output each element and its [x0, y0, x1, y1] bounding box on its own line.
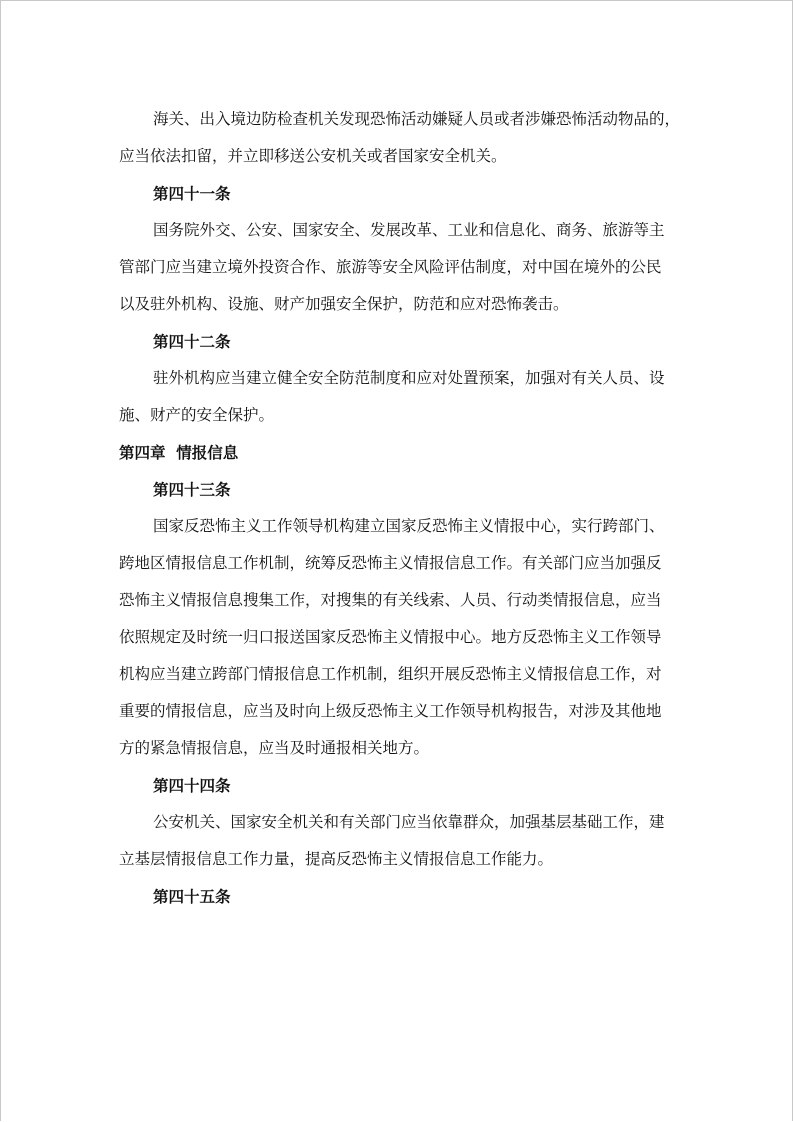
- article-heading-41: 第四十一条: [153, 184, 231, 203]
- paragraph-line: 国家反恐怖主义工作领导机构建立国家反恐怖主义情报中心，实行跨部门、: [153, 517, 665, 535]
- document-body: [119, 101, 679, 915]
- article-heading-43: 第四十三条: [153, 480, 231, 499]
- paragraph-line: 应当依法扣留，并立即移送公安机关或者国家安全机关。: [119, 147, 507, 165]
- paragraph-line: 施、财产的安全保护。: [119, 406, 275, 424]
- paragraph-line: 以及驻外机构、设施、财产加强安全保护，防范和应对恐怖袭击。: [119, 295, 569, 313]
- paragraph-line: 公安机关、国家安全机关和有关部门应当依靠群众，加强基层基础工作，建: [153, 813, 665, 831]
- paragraph-line: 方的紧急情报信息，应当及时通报相关地方。: [119, 739, 430, 757]
- paragraph-line: 重要的情报信息，应当及时向上级反恐怖主义工作领导机构报告，对涉及其他地: [119, 702, 662, 720]
- paragraph-line: 跨地区情报信息工作机制，统筹反恐怖主义情报信息工作。有关部门应当加强反: [119, 554, 662, 572]
- article-heading-44: 第四十四条: [153, 776, 231, 795]
- paragraph-line: 管部门应当建立境外投资合作、旅游等安全风险评估制度，对中国在境外的公民: [119, 258, 662, 276]
- paragraph-line: 立基层情报信息工作力量，提高反恐怖主义情报信息工作能力。: [119, 850, 554, 868]
- article-heading-42: 第四十二条: [153, 332, 231, 351]
- article-heading-45: 第四十五条: [153, 887, 231, 906]
- paragraph-line: 依照规定及时统一归口报送国家反恐怖主义情报中心。地方反恐怖主义工作领导: [119, 628, 662, 646]
- paragraph-line: 海关、出入境边防检查机关发现恐怖活动嫌疑人员或者涉嫌恐怖活动物品的，: [153, 110, 681, 128]
- chapter-heading: 第四章 情报信息: [119, 443, 239, 462]
- paragraph-line: 恐怖主义情报信息搜集工作，对搜集的有关线索、人员、行动类情报信息，应当: [119, 591, 662, 609]
- paragraph-line: 机构应当建立跨部门情报信息工作机制，组织开展反恐怖主义情报信息工作，对: [119, 665, 662, 683]
- paragraph-line: 驻外机构应当建立健全安全防范制度和应对处置预案，加强对有关人员、设: [153, 369, 665, 387]
- paragraph-line: 国务院外交、公安、国家安全、发展改革、工业和信息化、商务、旅游等主: [153, 221, 665, 239]
